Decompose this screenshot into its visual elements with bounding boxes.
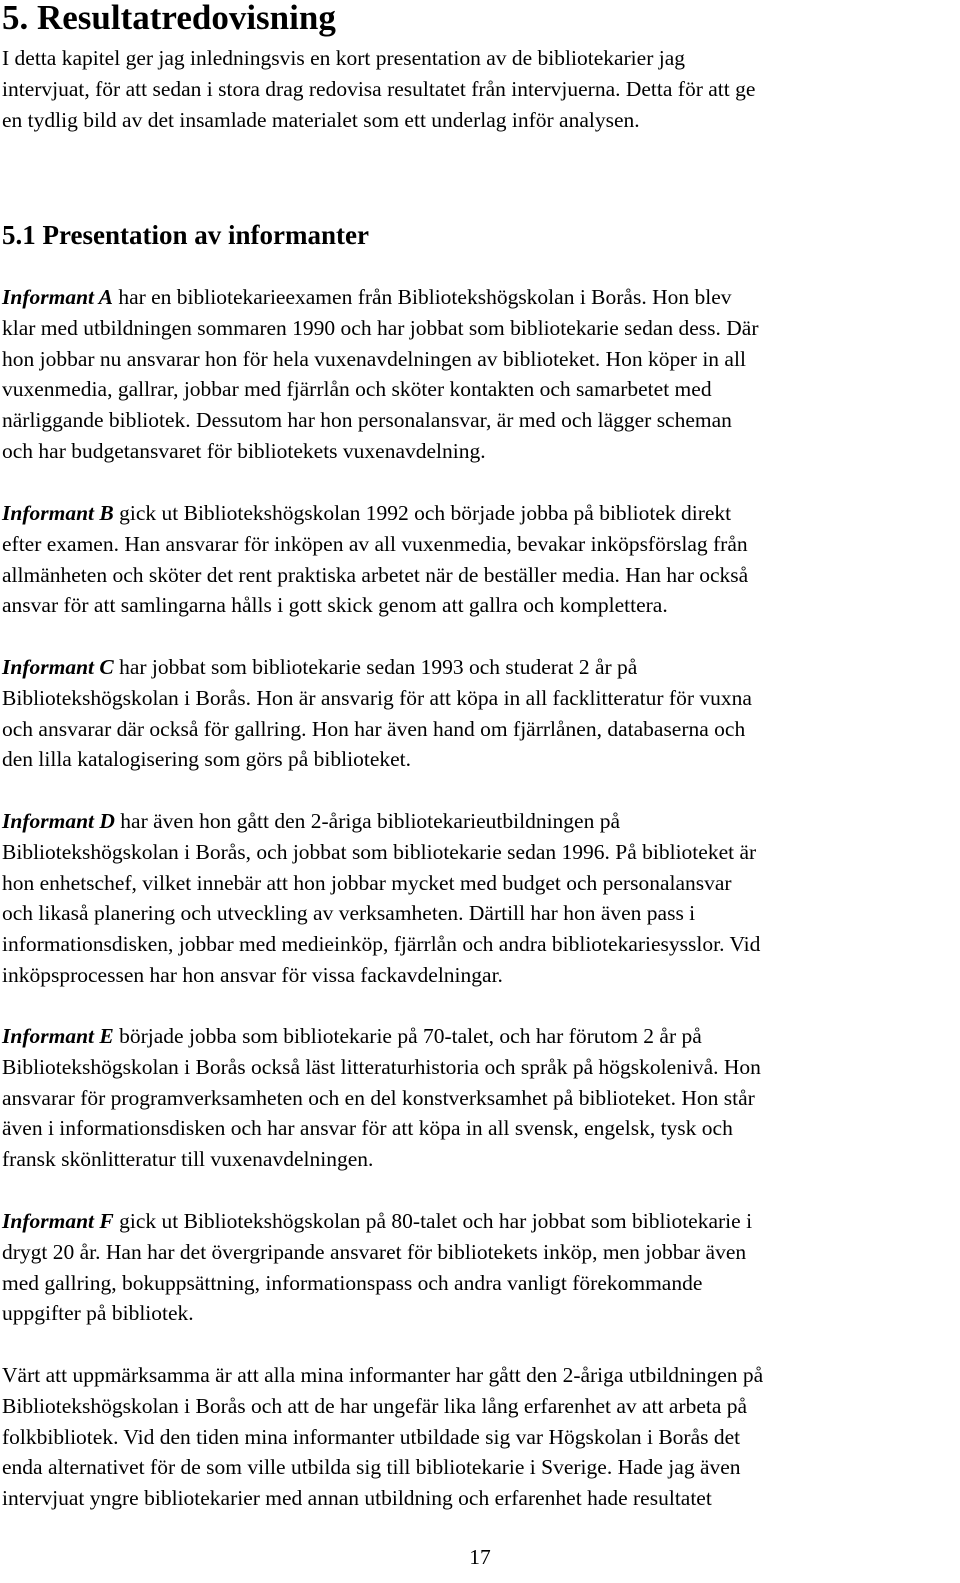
paragraph-line: [2, 282, 952, 313]
informant-c-paragraph: [2, 652, 952, 775]
informant-a-paragraph: [2, 282, 952, 467]
paragraph-line: [2, 1206, 952, 1237]
informant-name: Informant F: [2, 1209, 114, 1233]
paragraph-line: klar med utbildningen sommaren 1990 och har jobbat som bibliotekarie sedan dess. Där: [2, 315, 759, 340]
intro-paragraph: [2, 43, 952, 135]
paragraph-line: folkbibliotek. Vid den tiden mina informanter utbildade sig var Högskolan i Borås det: [2, 1424, 741, 1449]
chapter-heading: 5. Resultatredovisning: [2, 0, 336, 37]
paragraph-line: inköpsprocessen har hon ansvar för vissa fackavdelningar.: [2, 962, 503, 987]
informant-name: Informant E: [2, 1024, 114, 1048]
paragraph-line: och likaså planering och utveckling av verksamheten. Därtill har hon även pass i: [2, 901, 696, 926]
paragraph-text: gick ut Bibliotekshögskolan 1992 och började jobba på bibliotek direkt: [113, 501, 732, 525]
closing-paragraph: [2, 1360, 952, 1514]
paragraph-line: hon jobbar nu ansvarar hon för hela vuxenavdelningen av biblioteket. Hon köper in all: [2, 346, 746, 371]
paragraph-line: hon enhetschef, vilket innebär att hon jobbar mycket med budget och personalansvar: [2, 870, 732, 895]
informant-name: Informant B: [2, 501, 114, 525]
paragraph-line: den lilla katalogisering som görs på biblioteket.: [2, 747, 412, 772]
paragraph-line: uppgifter på bibliotek.: [2, 1301, 194, 1326]
paragraph-line: närliggande bibliotek. Dessutom har hon personalansvar, är med och lägger scheman: [2, 408, 732, 432]
page-number: 17: [469, 1545, 491, 1569]
paragraph-line: informationsdisken, jobbar med medieinköp, fjärrlån och andra bibliotekariesysslor. Vid: [2, 932, 761, 956]
paragraph-line: Bibliotekshögskolan i Borås. Hon är ansvarig för att köpa in all facklitteratur för vuxna: [2, 685, 752, 710]
intro-line: en tydlig bild av det insamlade materialet som ett underlag inför analysen.: [2, 107, 640, 132]
paragraph-line: Bibliotekshögskolan i Borås också läst litteraturhistoria och språk på högskolenivå. Hon: [2, 1054, 761, 1079]
paragraph-line: fransk skönlitteratur till vuxenavdelningen.: [2, 1147, 374, 1171]
paragraph-text: har en bibliotekarieexamen från Bibliotekshögskolan i Borås. Hon blev: [112, 285, 732, 309]
paragraph-line: efter examen. Han ansvarar för inköpen av all vuxenmedia, bevakar inköpsförslag från: [2, 531, 748, 556]
paragraph-line: och har budgetansvaret för bibliotekets vuxenavdelning.: [2, 438, 486, 463]
paragraph-line: enda alternativet för de som ville utbilda sig till bibliotekarie i Sverige. Hade jag även: [2, 1455, 741, 1480]
paragraph-line: ansvar för att samlingarna hålls i gott skick genom att gallra och komplettera.: [2, 593, 668, 618]
paragraph-line: och ansvarar där också för gallring. Hon har även hand om fjärrlånen, databaserna och: [2, 716, 746, 741]
informant-name: Informant C: [2, 655, 114, 679]
informant-d-paragraph: [2, 806, 952, 991]
paragraph-line: [2, 498, 952, 529]
paragraph-line: [2, 1021, 952, 1052]
informant-name: Informant D: [2, 809, 115, 833]
paragraph-line: Värt att uppmärksamma är att alla mina informanter har gått den 2-åriga utbildningen på: [2, 1363, 764, 1387]
paragraph-line: [2, 806, 952, 837]
informant-f-paragraph: [2, 1206, 952, 1329]
paragraph-line: allmänheten och sköter det rent praktiska arbetet när de beställer media. Han har också: [2, 562, 749, 587]
intro-line: intervjuat, för att sedan i stora drag redovisa resultatet från intervjuerna. Detta för att ge: [2, 76, 756, 101]
paragraph-text: gick ut Bibliotekshögskolan på 80-talet och har jobbat som bibliotekarie i: [113, 1209, 753, 1233]
paragraph-line: intervjuat yngre bibliotekarier med annan utbildning och erfarenhet hade resultatet: [2, 1486, 712, 1510]
paragraph-line: även i informationsdisken och har ansvar för att köpa in all svensk, engelsk, tysk och: [2, 1116, 733, 1141]
informant-name: Informant A: [2, 285, 113, 309]
paragraph-line: med gallring, bokuppsättning, informationspass och andra vanligt förekommande: [2, 1270, 703, 1295]
paragraph-text: har jobbat som bibliotekarie sedan 1993 och studerat 2 år på: [113, 655, 638, 679]
intro-line: I detta kapitel ger jag inledningsvis en kort presentation av de bibliotekarier jag: [2, 46, 686, 70]
paragraph-line: Bibliotekshögskolan i Borås, och jobbat som bibliotekarie sedan 1996. På biblioteket är: [2, 839, 757, 864]
informant-e-paragraph: [2, 1021, 952, 1175]
paragraph-line: Bibliotekshögskolan i Borås och att de har ungefär lika lång erfarenhet av att arbeta på: [2, 1393, 748, 1418]
paragraph-line: drygt 20 år. Han har det övergripande ansvaret för bibliotekets inköp, men jobbar även: [2, 1239, 747, 1264]
paragraph-line: ansvarar för programverksamheten och en del konstverksamhet på biblioteket. Hon står: [2, 1085, 755, 1110]
paragraph-text: har även hon gått den 2-åriga bibliotekarieutbildningen på: [114, 809, 621, 833]
section-heading: 5.1 Presentation av informanter: [2, 220, 369, 250]
paragraph-text: började jobba som bibliotekarie på 70-talet, och har förutom 2 år på: [113, 1024, 702, 1048]
informant-b-paragraph: [2, 498, 952, 621]
paragraph-line: [2, 652, 952, 683]
paragraph-line: vuxenmedia, gallrar, jobbar med fjärrlån och sköter kontakten och samarbetet med: [2, 377, 712, 402]
